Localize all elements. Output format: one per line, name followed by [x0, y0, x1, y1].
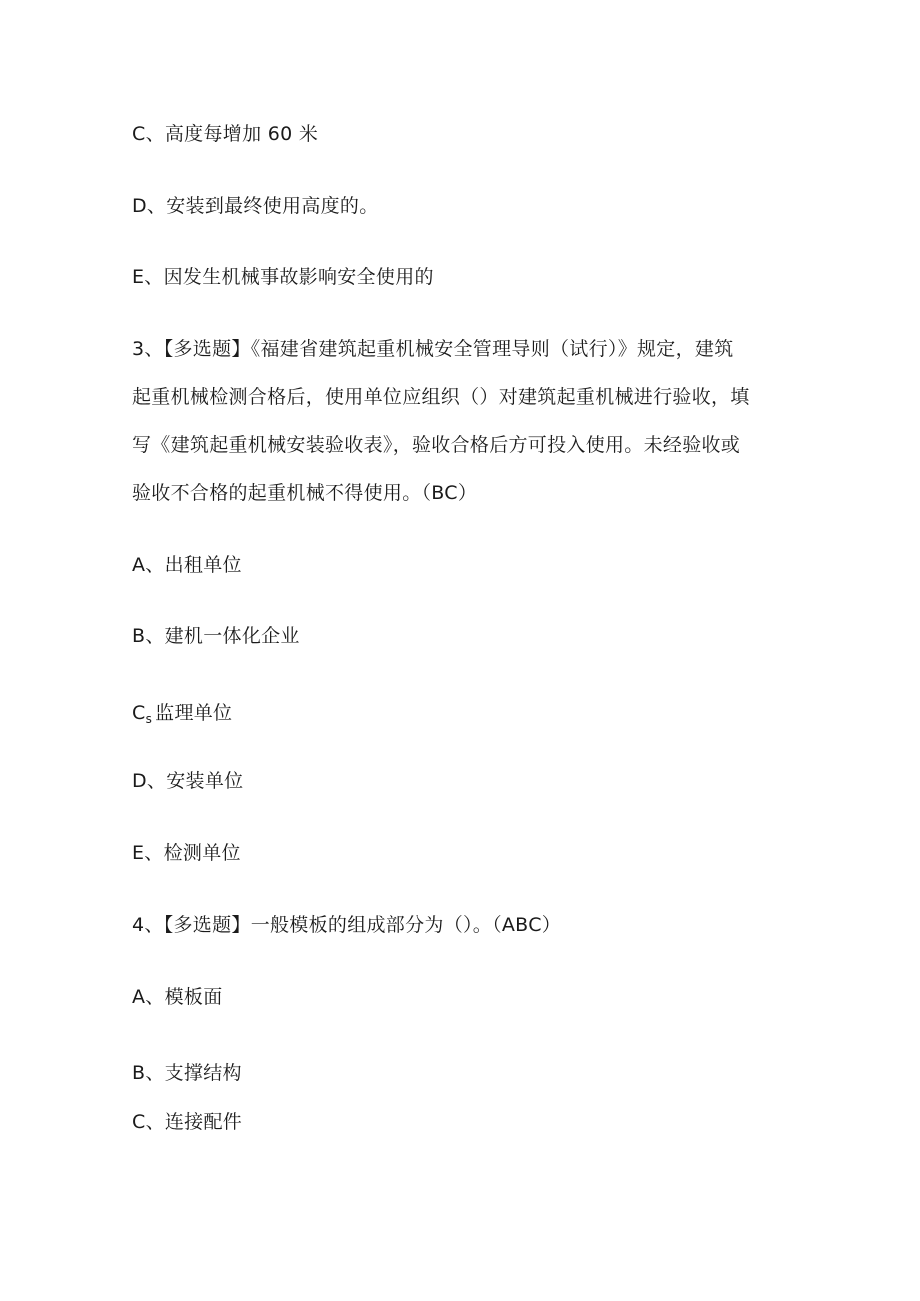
question-3-line-1: 3、【多选题】《福建省建筑起重机械安全管理导则（试行）》规定，建筑 — [132, 338, 734, 360]
question-3-line-3: 写《建筑起重机械安装验收表》，验收合格后方可投入使用。未经验收或 — [132, 434, 741, 456]
option-c-subscript: s — [145, 712, 153, 726]
question-3-option-c — [132, 701, 232, 731]
question-3-option-a: A、出租单位 — [132, 554, 242, 576]
question-4: 4、【多选题】一般模板的组成部分为（）。（ABC） — [132, 914, 562, 936]
question-3-line-2: 起重机械检测合格后，使用单位应组织（）对建筑起重机械进行验收，填 — [132, 386, 750, 408]
question-3-option-b: B、建机一体化企业 — [132, 625, 300, 647]
option-c-height-increase: C、高度每增加 60 米 — [132, 123, 319, 145]
option-d-final-height: D、安装到最终使用高度的。 — [132, 195, 379, 217]
option-c-letter: C — [132, 702, 146, 724]
option-e-accident: E、因发生机械事故影响安全使用的 — [132, 266, 434, 288]
question-3-option-d: D、安装单位 — [132, 770, 244, 792]
question-4-option-c: C、连接配件 — [132, 1111, 243, 1133]
question-4-option-a: A、模板面 — [132, 986, 223, 1008]
question-3 — [132, 337, 792, 529]
option-c-text: 监理单位 — [155, 702, 233, 724]
question-3-option-e: E、检测单位 — [132, 842, 241, 864]
question-4-option-b: B、支撑结构 — [132, 1062, 242, 1084]
question-3-line-4: 验收不合格的起重机械不得使用。（BC） — [132, 482, 478, 504]
